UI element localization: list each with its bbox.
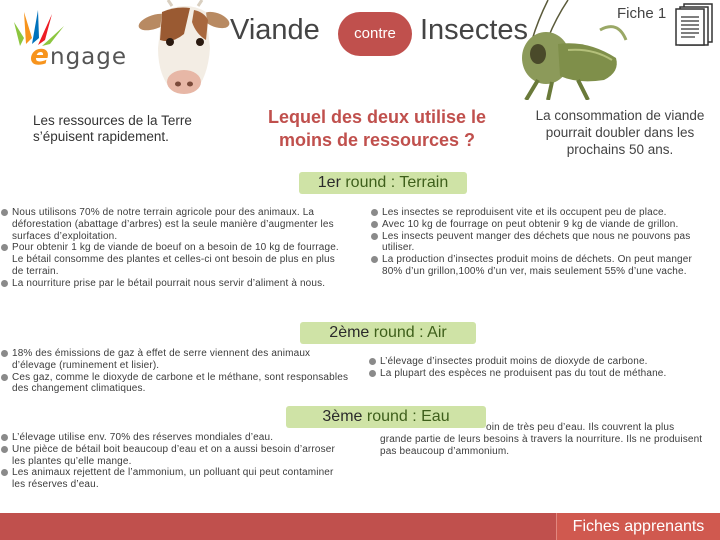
list-item: La nourriture prise par le bétail pourrait nous servir d’aliment à nous. — [0, 278, 345, 290]
list-item: Une pièce de bétail boit beaucoup d’eau et on a aussi besoin d’arroser les plantes qu’elle mange. — [0, 444, 345, 468]
cricket-image — [508, 0, 630, 100]
round-2-insect-list — [368, 356, 718, 380]
intro-resources-text: Les ressources de la Terre s’épuisent rapidement. — [33, 113, 192, 144]
list-item: Ces gaz, comme le dioxyde de carbone et le méthane, sont responsables des changement climatiques. — [0, 372, 350, 396]
cow-image — [136, 0, 231, 96]
logo-wordmark: engage — [30, 38, 128, 71]
list-item: Avec 10 kg de fourrage on peut obtenir 9 kg de viande de grillon. — [370, 219, 715, 231]
round-2-label: 2ème round : Air — [300, 322, 476, 344]
main-question: Lequel des deux utilise le moins de ressources ? — [267, 107, 487, 150]
list-item: L’élevage utilise env. 70% des réserves mondiales d’eau. — [0, 432, 345, 444]
title-insectes: Insectes — [420, 14, 528, 46]
list-item: L’élevage d’insectes produit moins de dioxyde de carbone. — [368, 356, 718, 368]
list-item: Pour obtenir 1 kg de viande de boeuf on a besoin de 10 kg de fourrage. Le bétail consomme des plantes et celles-ci ont besoin de plus en plus de terrain. — [0, 242, 345, 277]
round-3-label: 3ème round : Eau — [286, 406, 486, 428]
round-2-meat-list — [0, 348, 350, 395]
round-1-label: 1er round : Terrain — [299, 172, 467, 194]
title-contre-badge: contre — [338, 12, 412, 56]
list-item: Nous utilisons 70% de notre terrain agricole pour des animaux. La déforestation (abattage d’arbres) est la seule manière d’augmenter les surfaces d’exploitation. — [0, 207, 345, 242]
round-3-insect-text: grande partie de leurs besoins à travers la nourriture. Ils ne produisent pas beaucoup d’ammonium. — [380, 434, 703, 457]
round-3-meat-list — [0, 432, 345, 491]
list-item: Les insects peuvent manger des déchets que nous ne pouvons pas utiliser. — [370, 231, 715, 255]
engage-logo — [10, 8, 138, 71]
round-3-insect-first-line: oin de très peu d’eau. Ils couvrent la plus — [486, 422, 675, 433]
list-item: Les animaux rejettent de l’ammonium, un polluant qui peut contaminer les réserves d’eau. — [0, 467, 345, 491]
fiche-number: Fiche 1 — [617, 5, 667, 22]
document-icon — [675, 3, 715, 47]
round-1-meat-list — [0, 207, 345, 290]
list-item: Les insectes se reproduisent vite et ils occupent peu de place. — [370, 207, 715, 219]
list-item: La plupart des espèces ne produisent pas du tout de méthane. — [368, 368, 718, 380]
list-item: 18% des émissions de gaz à effet de serre viennent des animaux d’élevage (ruminement et lisier). — [0, 348, 350, 372]
title-viande: Viande — [230, 14, 320, 46]
footer-label: Fiches apprenants — [556, 513, 720, 540]
list-item: La production d’insectes produit moins de déchets. On peut manger 80% d’un grillon,100% d’un ver, mais seulement 55% d’une vache. — [370, 254, 715, 278]
round-1-insect-list — [370, 207, 715, 278]
intro-consumption-text: La consommation de viande pourrait doubler dans les prochains 50 ans. — [535, 108, 705, 157]
